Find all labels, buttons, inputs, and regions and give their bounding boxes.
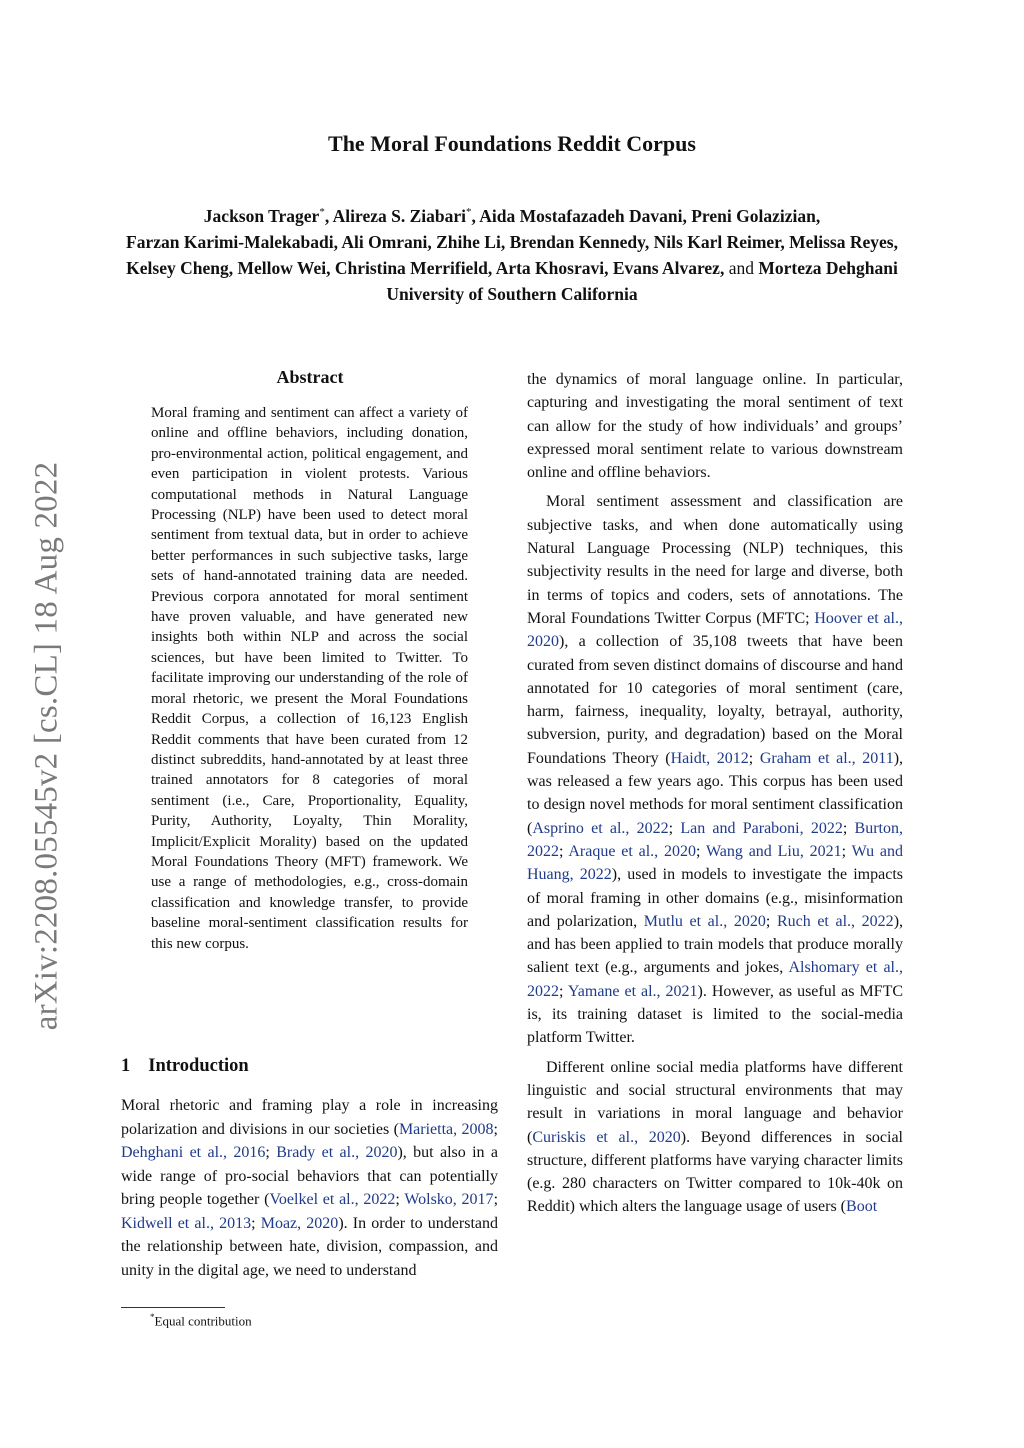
author-name: Jackson Trager [203,205,320,226]
footnote-text: Equal contribution [154,1313,252,1329]
body-text: ; [493,1120,498,1138]
citation-link[interactable]: Yamane et al., 2021 [567,982,698,1000]
citation-link[interactable]: Araque et al., 2020 [568,842,696,860]
body-text: ), but also in a wide range of pro-social behaviors that can potentially bring people together ( [121,1144,498,1208]
citation-link[interactable]: Graham et al., 2011 [759,749,894,767]
paragraph-dynamics [527,368,903,484]
body-text: Moral rhetoric and framing play a role in increasing polarization and divisions in our societies ( [121,1097,498,1138]
citation-link[interactable]: Mutlu et al., 2020 [643,912,766,930]
body-text: Moral sentiment assessment and classification are subjective tasks, and when done automatically using Natural Language Processing (NLP) techniques, this subjectivity results in the need for large and diverse, both in terms of topics and coders, sets of annotations. The Moral Foundations Twitter Corpus (MFTC; [527,493,903,627]
citation-link[interactable]: Kidwell et al., 2013 [121,1214,252,1232]
citation-link[interactable]: Dehghani et al., 2016 [121,1144,266,1161]
author-name: Preni Golazizian, [691,205,821,226]
body-text: ), used in models to investigate the impacts of moral framing in other domains (e.g., misinformation and polarization, [527,866,904,930]
abstract-heading: Abstract [276,367,344,387]
body-text: ). Beyond differences in social structure, different platforms have varying character limits (e.g. 280 characters on Twitter compared to 10k-40k on Reddit) which alters the language usage of users ( [527,1128,903,1216]
body-text: Different online social media platforms have different linguistic and social structural environments that may result in variations in moral language and behavior ( [527,1058,903,1146]
body-text: ; [559,842,569,860]
affiliation: University of Southern California [386,283,638,304]
author-names: Kelsey Cheng, Mellow Wei, Christina Merrifield, Arta Khosravi, Evans Alvarez, [126,257,725,278]
and-word: and [728,257,754,278]
body-text: ), was released a few years ago. This corpus has been used to design novel methods for moral sentiment classification ( [527,749,904,837]
body-text: ; [842,819,855,837]
citation-link[interactable]: Wang and Liu, 2021 [705,842,842,860]
body-text: ; [265,1144,277,1161]
paper-title: The Moral Foundations Reddit Corpus [328,131,696,156]
equal-contribution-mark: * [465,206,472,218]
paragraph-platforms [527,1056,903,1219]
author-block [20,199,1004,307]
citation-link[interactable]: Boot [846,1198,878,1216]
body-text: ; [748,749,760,767]
abstract-text: Moral framing and sentiment can affect a variety of online and offline behaviors, including donation, pro-environmental action, political engagement, and even participation in violent protests. Various computational methods in Natural Language Processing (NLP) have been used to detect moral sentiment from textual data, but in order to achieve better performances in such subjective tasks, large sets of hand-annotated training data are needed. Previous corpora annotated for moral sentiment have proven valuable, and have generated new insights both within NLP and across the social sciences, but have been limited to Twitter. To facilitate improving our understanding of the role of moral rhetoric, we present the Moral Foundations Reddit Corpus, a collection of 16,123 English Reddit comments that have been curated from 12 distinct subreddits, hand-annotated by at least three trained annotators for 8 categories of moral sentiment (i.e., Care, Proportionality, Equality, Purity, Authority, Loyalty, Thin Morality, Implicit/Explicit Morality) based on the updated Moral Foundations Theory (MFT) framework. We use a range of methodologies, e.g., cross-domain classification and knowledge transfer, to provide baseline moral-sentiment classification results for this new corpus. [151,405,468,952]
footnote-mark: * [150,1312,155,1322]
introduction-heading [121,1056,249,1077]
footnote-rule [121,1307,225,1308]
body-text: ), and has been applied to train models that produce morally salient text (e.g., arguments and jokes, [527,912,904,977]
citation-link[interactable]: Marietta, 2008 [398,1120,494,1138]
body-text: the dynamics of moral language online. In particular, capturing and investigating the moral sentiment of text can allow for the study of how individuals’ and groups’ expressed moral sentiment relate to various downstream online and offline behaviors. [527,371,903,482]
section-number: 1 [121,1056,131,1076]
body-text: ; [395,1191,405,1208]
body-text: ; [841,842,852,860]
equal-contribution-mark: * [319,206,325,218]
citation-link[interactable]: Haidt, 2012 [670,749,749,767]
author-line-1: Jackson Trager*, Alireza S. Ziabari*, Aida Mostafazadeh Davani, Preni Golazizian, [203,205,821,226]
author-name: Aida Mostafazadeh Davani, [479,205,687,226]
footnote [150,1312,252,1329]
citation-link[interactable]: Hoover et al., 2020 [527,609,904,651]
body-text: ). However, as useful as MFTC is, its training dataset is limited to the social-media platform Twitter. [527,982,904,1047]
citation-link[interactable]: Moaz, 2020 [260,1214,339,1232]
citation-link[interactable]: Lan and Paraboni, 2022 [680,819,843,837]
citation-link[interactable]: Wolsko, 2017 [404,1191,494,1208]
citation-link[interactable]: Voelkel et al., 2022 [269,1191,396,1208]
body-text: ; [251,1214,261,1232]
body-text: ), a collection of 35,108 tweets that have been curated from seven distinct domains of discourse and hand annotated for 10 categories of moral sentiment (care, harm, fairness, inequality, loyalty, betrayal, authority, subversion, purity, and degradation) based on the Moral Foundations Theory ( [527,633,903,767]
citation-link[interactable]: Burton, 2022 [527,819,903,860]
body-text: ). In order to understand the relationship between hate, division, compassion, and unity in the digital age, we need to understand [121,1214,498,1279]
arxiv-identifier: arXiv:2208.05545v2 [cs.CL] 18 Aug 2022 [28,461,65,1031]
citation-link[interactable]: Ruch et al., 2022 [776,912,894,930]
body-text: ; [696,842,706,860]
paragraph-mftc [527,490,903,1049]
citation-link[interactable]: Brady et al., 2020 [276,1144,398,1161]
arxiv-sidebar [22,446,72,1046]
citation-link[interactable]: Wu and Huang, 2022 [527,842,903,884]
citation-link[interactable]: Curiskis et al., 2020 [532,1128,681,1146]
introduction-paragraph [121,1094,498,1282]
author-name: Morteza Dehghani [758,257,898,278]
citation-link[interactable]: Asprino et al., 2022 [532,819,669,837]
right-column [527,368,903,1225]
author-line-2: Farzan Karimi-Malekabadi, Ali Omrani, Zhihe Li, Brendan Kennedy, Nils Karl Reimer, Melissa Reyes, [126,231,898,252]
author-name: Alireza S. Ziabari [332,205,466,226]
author-line-3 [20,255,1004,281]
section-title: Introduction [148,1056,249,1076]
body-text: ; [765,912,777,930]
body-text: ; [668,819,681,837]
body-text: ; [559,982,568,1000]
body-text: ; [493,1191,499,1208]
citation-link[interactable]: Alshomary et al., 2022 [527,959,903,1000]
